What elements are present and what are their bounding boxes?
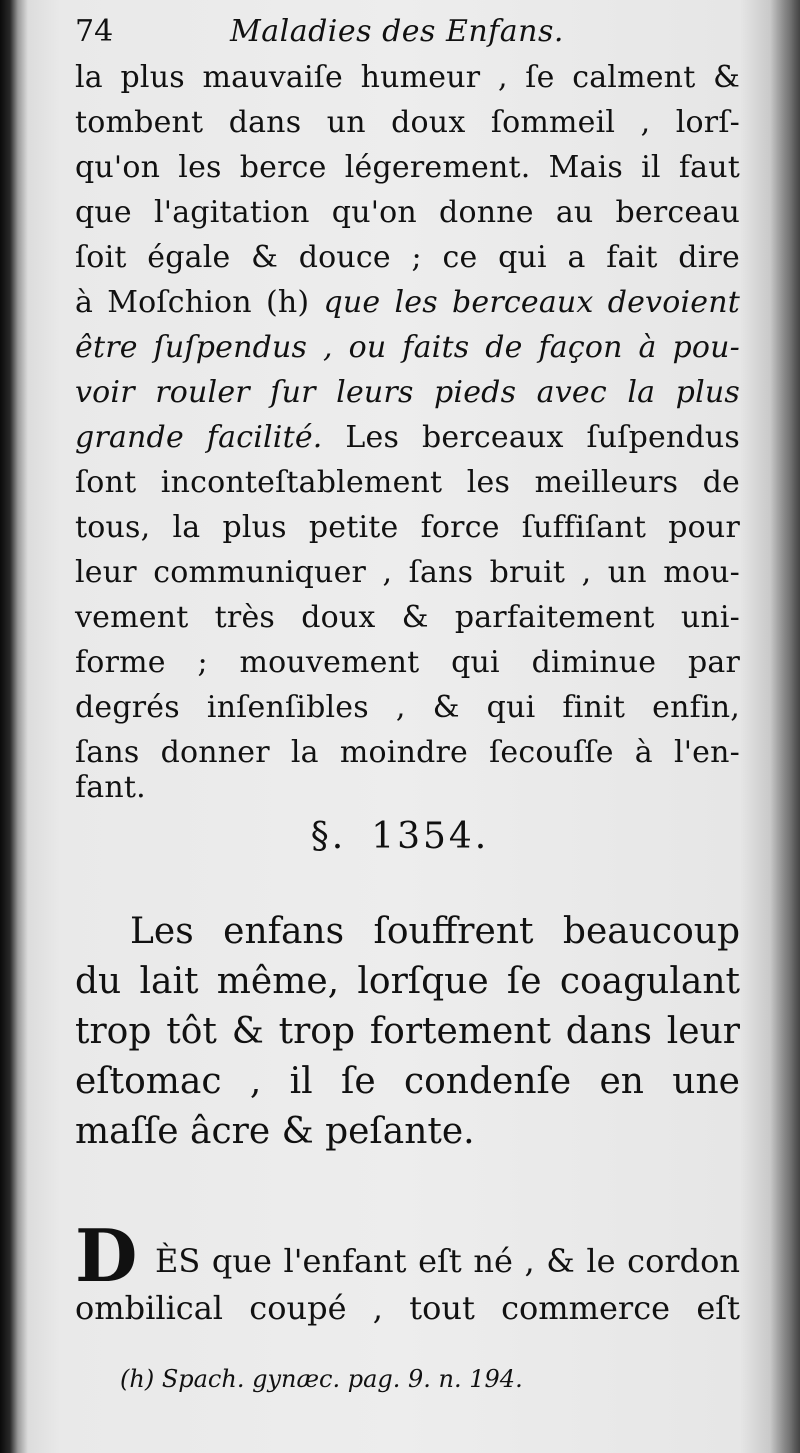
body-line-5: ſoit égale & douce ; ce qui a fait dire <box>75 240 740 275</box>
body-line-6-italic: que les berceaux devoient <box>323 285 740 320</box>
body-line-9-roman: Les berceaux ſuſpendus <box>345 420 740 455</box>
body-line-6-roman: à Moſchion (h) <box>75 285 310 320</box>
thesis-line-2: du lait même, lorſque ſe coagulant <box>75 961 740 1002</box>
page-edge-shadow <box>770 0 800 1453</box>
body-line-12: leur communiquer , ſans bruit , un mou- <box>75 555 740 590</box>
body-line-1: la plus mauvaiſe humeur , ſe calment & <box>75 60 740 95</box>
body-line-7: être ſuſpendus , ou faits de façon à pou- <box>75 330 740 365</box>
body-line-15: degrés inſenſibles , & qui finit enfin, <box>75 690 740 725</box>
body-line-3: qu'on les berce légerement. Mais il faut <box>75 150 740 185</box>
body-line-17: fant. <box>75 770 146 805</box>
running-title: Maladies des Enfans. <box>230 14 564 49</box>
commentary-line-2: ombilical coupé , tout commerce eſt <box>75 1289 740 1327</box>
drop-cap: D <box>75 1213 138 1298</box>
section-heading <box>0 812 800 862</box>
body-line-2: tombent dans un doux ſommeil , lorſ- <box>75 105 740 140</box>
body-line-11: tous, la plus petite force ſuffiſant pour <box>75 510 740 545</box>
body-line-4: que l'agitation qu'on donne au berceau <box>75 195 740 230</box>
thesis-line-3: trop tôt & trop fortement dans leur <box>75 1011 740 1052</box>
body-line-6 <box>75 281 740 325</box>
footnote: (h) Spach. gynæc. pag. 9. n. 194. <box>120 1365 523 1393</box>
thesis-line-5: maſſe âcre & peſante. <box>75 1111 475 1152</box>
body-line-9 <box>75 416 740 460</box>
section-mark: §. <box>310 816 347 857</box>
body-line-16: ſans donner la moindre ſecouſſe à l'en- <box>75 735 740 770</box>
body-line-10: ſont inconteſtablement les meilleurs de <box>75 465 740 500</box>
body-line-9-italic: grande facilité. <box>75 420 323 455</box>
body-line-14: forme ; mouvement qui diminue par <box>75 645 740 680</box>
section-number: 1354. <box>371 816 490 857</box>
body-line-13: vement très doux & parfaitement uni- <box>75 600 740 635</box>
thesis-line-1: Les enfans ſouffrent beaucoup <box>130 911 740 952</box>
commentary-line-1: ÈS que l'enfant eſt né , & le cordon <box>155 1242 740 1280</box>
body-line-8: voir rouler ſur leurs pieds avec la plus <box>75 375 740 410</box>
thesis-line-4: eſtomac , il ſe condenſe en une <box>75 1061 740 1102</box>
page-number: 74 <box>75 14 114 49</box>
